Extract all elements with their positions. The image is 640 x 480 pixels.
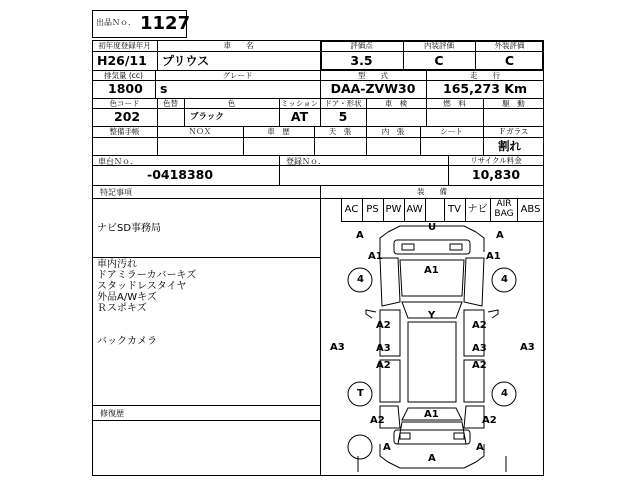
header-transmission: ミッション: [280, 99, 319, 108]
header-color-code: 色コード: [109, 99, 140, 108]
transmission-value: AT: [290, 109, 309, 124]
lot-number: 1127: [140, 13, 191, 34]
mark-rear-left: A: [383, 442, 391, 453]
note-line: 車内汚れ: [97, 259, 137, 270]
header-grade: グレード: [222, 71, 253, 80]
header-color: 色: [227, 99, 236, 108]
header-model: 型 式: [358, 71, 388, 80]
notes-header: 特記事項: [100, 188, 132, 197]
recycle-fee-value: 10,830: [471, 167, 521, 182]
note-line: バックカメラ: [97, 336, 157, 347]
score-value: 3.5: [350, 53, 373, 68]
header-seat: シート: [440, 127, 463, 136]
equipment-pw: PW: [385, 204, 402, 215]
header-interior-grade: 内装評価: [424, 41, 454, 50]
mark-left-rear-quarter: A2: [376, 360, 391, 371]
equipment-ac: AC: [344, 204, 359, 215]
car-name-value: プリウス: [162, 54, 210, 68]
mark-left-rear-door: A3: [376, 343, 391, 354]
equipment-ps: PS: [366, 204, 379, 215]
header-front-glass: Ｆガラス: [498, 127, 529, 136]
header-drive: 駆 動: [502, 99, 525, 108]
mark-rear-right: A: [476, 442, 484, 453]
mark-rear-bumper: A: [428, 453, 436, 464]
note-line: ナビSD事務局: [97, 223, 162, 234]
equipment-airbag: AIR BAG: [494, 199, 514, 219]
exterior-grade-value: C: [504, 53, 515, 68]
repair-history-header: 修復歴: [100, 409, 124, 418]
note-line: ドアミラーカバーキズ: [97, 270, 197, 281]
mark-left-side: A3: [330, 342, 345, 353]
mark-left-front-door: A2: [376, 320, 391, 331]
header-history: 車 歴: [267, 127, 290, 136]
header-mileage: 走 行: [470, 71, 500, 80]
header-chassis-number: 車台Ｎｏ．: [98, 157, 138, 166]
note-line: 外品A/Wキズ: [97, 292, 157, 303]
mark-right-side: A3: [520, 342, 535, 353]
displacement-value: 1800: [108, 81, 143, 96]
interior-grade-value: C: [434, 53, 444, 68]
note-line: スタッドレスタイヤ: [97, 281, 187, 292]
header-roof-lining: 天 張: [328, 127, 352, 136]
mileage-value: 165,273 Km: [443, 81, 527, 96]
note-line: Ｒスポキズ: [97, 303, 147, 314]
mark-roof: Y: [428, 310, 436, 321]
mark-front-left-wheel: 4: [357, 274, 364, 285]
equipment-aw: AW: [406, 204, 423, 215]
header-maintenance-notebook: 整備手帳: [109, 127, 140, 136]
chassis-number-value: -0418380: [147, 167, 214, 182]
mark-right-front-fender: A1: [486, 251, 501, 262]
equipment-tv: TV: [448, 204, 461, 215]
mark-trunk: A1: [424, 409, 439, 420]
header-fuel: 燃 料: [443, 99, 466, 108]
header-car-name: 車 名: [223, 41, 254, 50]
mark-right-rear-door: A3: [472, 343, 487, 354]
header-displacement: 排気量 (cc): [104, 71, 143, 80]
header-vehicle-inspection: 車 検: [384, 99, 408, 108]
header-doors: ドア・形状: [324, 99, 362, 108]
mark-right-rear-quarter: A2: [472, 360, 487, 371]
mark-rear-left-wheel: T: [357, 388, 364, 399]
color-code-value: 202: [114, 109, 141, 124]
grade-value: s: [160, 81, 168, 96]
mark-right-front-door: A2: [472, 320, 487, 331]
mark-rear-right-wheel: 4: [501, 388, 508, 399]
mark-right-rear-corner: A2: [482, 415, 497, 426]
mark-front-left-corner: A: [356, 230, 364, 241]
header-first-registration: 初年度登録年月: [98, 41, 151, 50]
header-registration-number: 登録Ｎｏ．: [286, 157, 326, 166]
header-exterior-grade: 外装評価: [494, 41, 525, 50]
header-color-change: 色替: [163, 99, 178, 108]
mark-left-front-fender: A1: [368, 251, 383, 262]
mark-front-right-corner: A: [496, 230, 504, 241]
color-value: ブラック: [190, 112, 224, 122]
header-nox: ＮＯＸ: [188, 127, 212, 136]
mark-left-rear-corner: A2: [370, 415, 385, 426]
lot-number-label: 出品Ｎｏ．: [96, 18, 136, 27]
equipment-abs: ABS: [520, 204, 541, 215]
equipment-header: 装 備: [417, 187, 447, 196]
front-glass-value: 割れ: [498, 139, 521, 153]
equipment-navi: ナビ: [467, 204, 488, 215]
header-recycle-fee: リサイクル料金: [470, 156, 522, 165]
doors-value: 5: [338, 109, 348, 124]
car-condition-diagram: [320, 222, 544, 476]
header-score: 評価点: [350, 41, 373, 50]
first-registration-value: H26/11: [97, 53, 147, 68]
mark-front-right-wheel: 4: [501, 274, 508, 285]
model-value: DAA-ZVW30: [330, 81, 416, 96]
header-interior-lining: 内 張: [381, 127, 405, 136]
mark-front-bumper: U: [428, 222, 437, 233]
mark-hood: A1: [424, 265, 439, 276]
